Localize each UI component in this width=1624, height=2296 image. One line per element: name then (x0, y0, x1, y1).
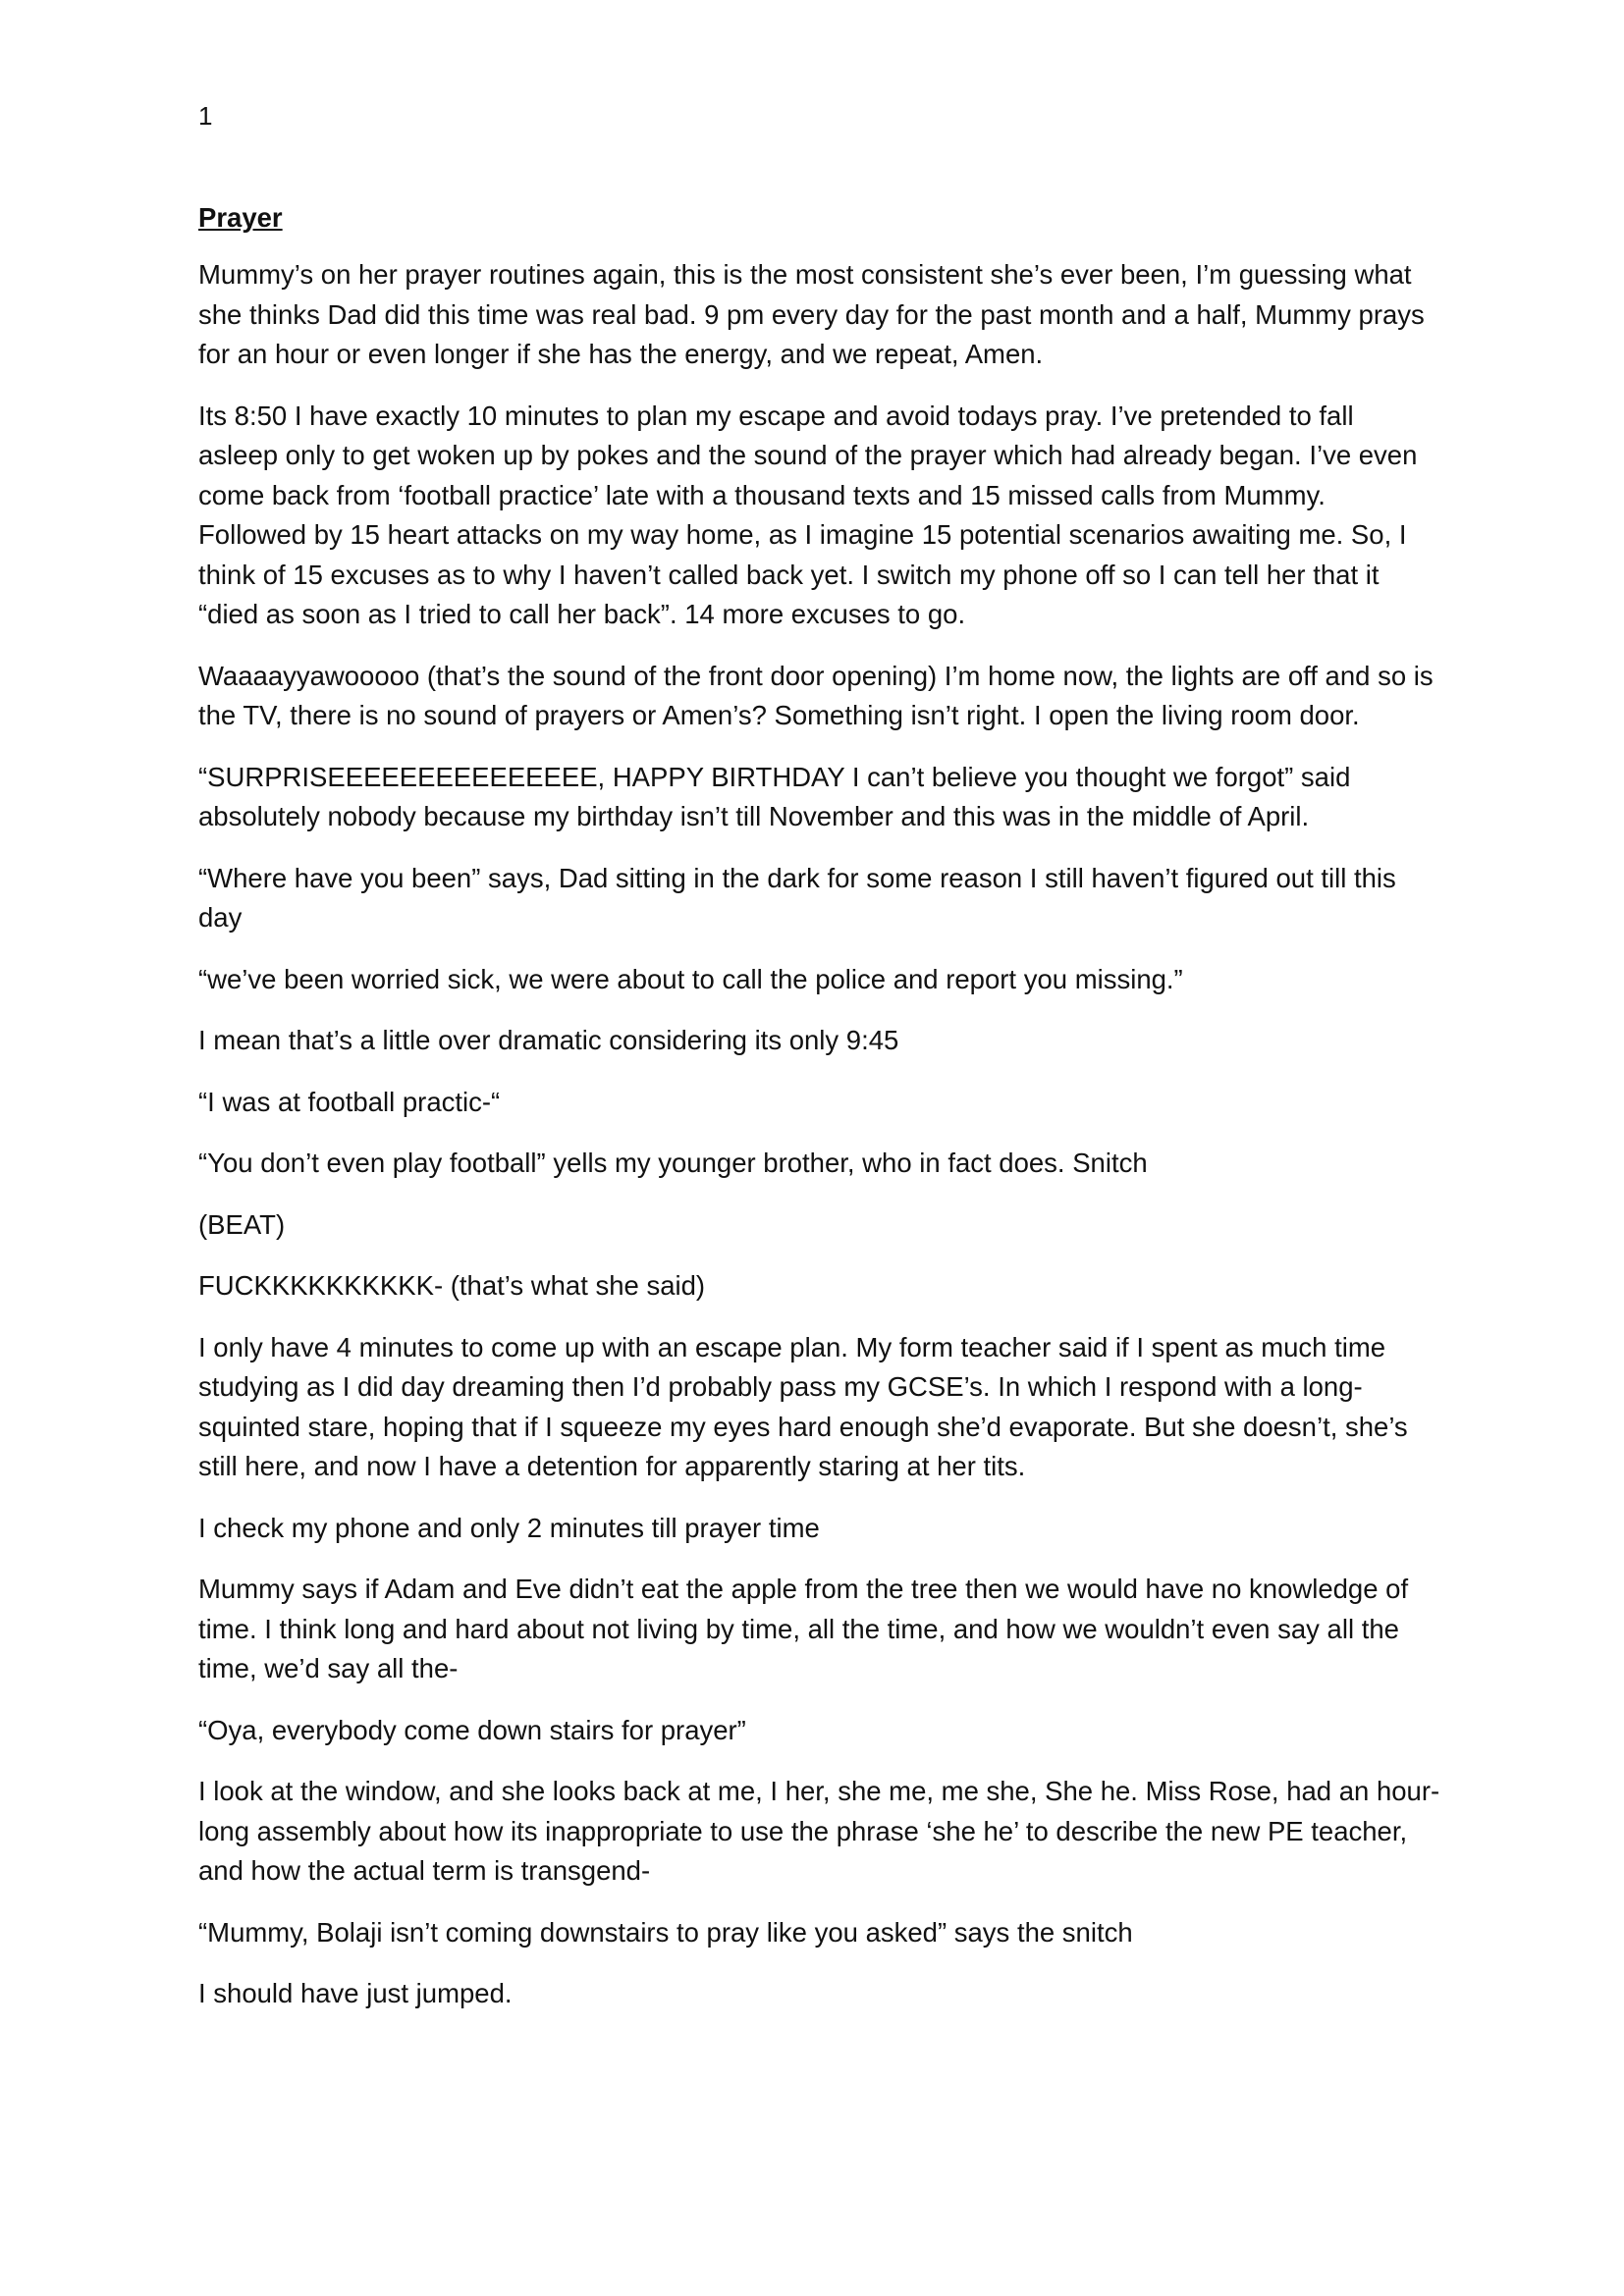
page-number: 1 (198, 101, 213, 131)
paragraph: (BEAT) (198, 1208, 286, 1240)
paragraph: FUCKKKKKKKKKK- (that’s what she said) (198, 1270, 706, 1301)
paragraph: I only have 4 minutes to come up with an escape plan. My form teacher said if I spent as much time studying as I did day dreaming then I’d probably pass my GCSE’s. In which I respond with a long-squinted stare, hoping that if I squeeze my eyes hard enough she’d evaporate. But she doesn’t, she’s still here, and now I have a detention for apparently staring at her tits. (198, 1331, 1408, 1481)
paragraph: Mummy says if Adam and Eve didn’t eat the apple from the tree then we would have no knowledge of time. I think long and hard about not living by time, all the time, and how we wouldn’t even say all the time, we’d say all the- (198, 1574, 1409, 1683)
paragraph: “I was at football practic-“ (198, 1086, 501, 1117)
paragraph: “You don’t even play football” yells my younger brother, who in fact does. Snitch (198, 1148, 1148, 1178)
paragraph: I check my phone and only 2 minutes till prayer time (198, 1512, 820, 1543)
paragraph: “SURPRISEEEEEEEEEEEEEEE, HAPPY BIRTHDAY I can’t believe you thought we forgot” said absolutely nobody because my birthday isn’t till November and this was in the middle of April. (198, 761, 1351, 831)
paragraph: Its 8:50 I have exactly 10 minutes to plan my escape and avoid todays pray. I’ve pretended to fall asleep only to get woken up by pokes and the sound of the prayer which had already began. I’ve even come back from ‘football practice’ late with a thousand texts and 15 missed calls from Mummy. Followed by 15 heart attacks on my way home, as I imagine 15 potential scenarios awaiting me. So, I think of 15 excuses as to why I haven’t called back yet. I switch my phone off so I can tell her that it “died as soon as I tried to call her back”. 14 more excuses to go. (198, 400, 1418, 629)
paragraph: “Mummy, Bolaji isn’t coming downstairs to pray like you asked” says the snitch (198, 1916, 1133, 1948)
paragraph: I mean that’s a little over dramatic considering its only 9:45 (198, 1025, 899, 1055)
paragraph: “we’ve been worried sick, we were about to call the police and report you missing.” (198, 963, 1183, 994)
paragraph: “Oya, everybody come down stairs for prayer” (198, 1714, 746, 1745)
paragraph: I look at the window, and she looks back at me, I her, she me, me she, She he. Miss Rose, had an hour-long assembly about how its inappropriate to use the phrase ‘she he’ to describe the new PE teacher, and how the actual term is transgend- (198, 1776, 1440, 1886)
document-title: Prayer (198, 202, 283, 233)
paragraph: “Where have you been” says, Dad sitting in the dark for some reason I still haven’t figured out till this day (198, 862, 1396, 933)
paragraph: Mummy’s on her prayer routines again, this is the most consistent she’s ever been, I’m guessing what she thinks Dad did this time was real bad. 9 pm every day for the past month and a half, Mummy prays for an hour or even longer if she has the energy, and we repeat, Amen. (198, 259, 1425, 369)
paragraph: I should have just jumped. (198, 1978, 513, 2008)
paragraph: Waaaayyawooooo (that’s the sound of the front door opening) I’m home now, the lights are off and so is the TV, there is no sound of prayers or Amen’s? Something isn’t right. I open the living room door. (198, 660, 1434, 730)
document-body (198, 200, 1440, 2036)
